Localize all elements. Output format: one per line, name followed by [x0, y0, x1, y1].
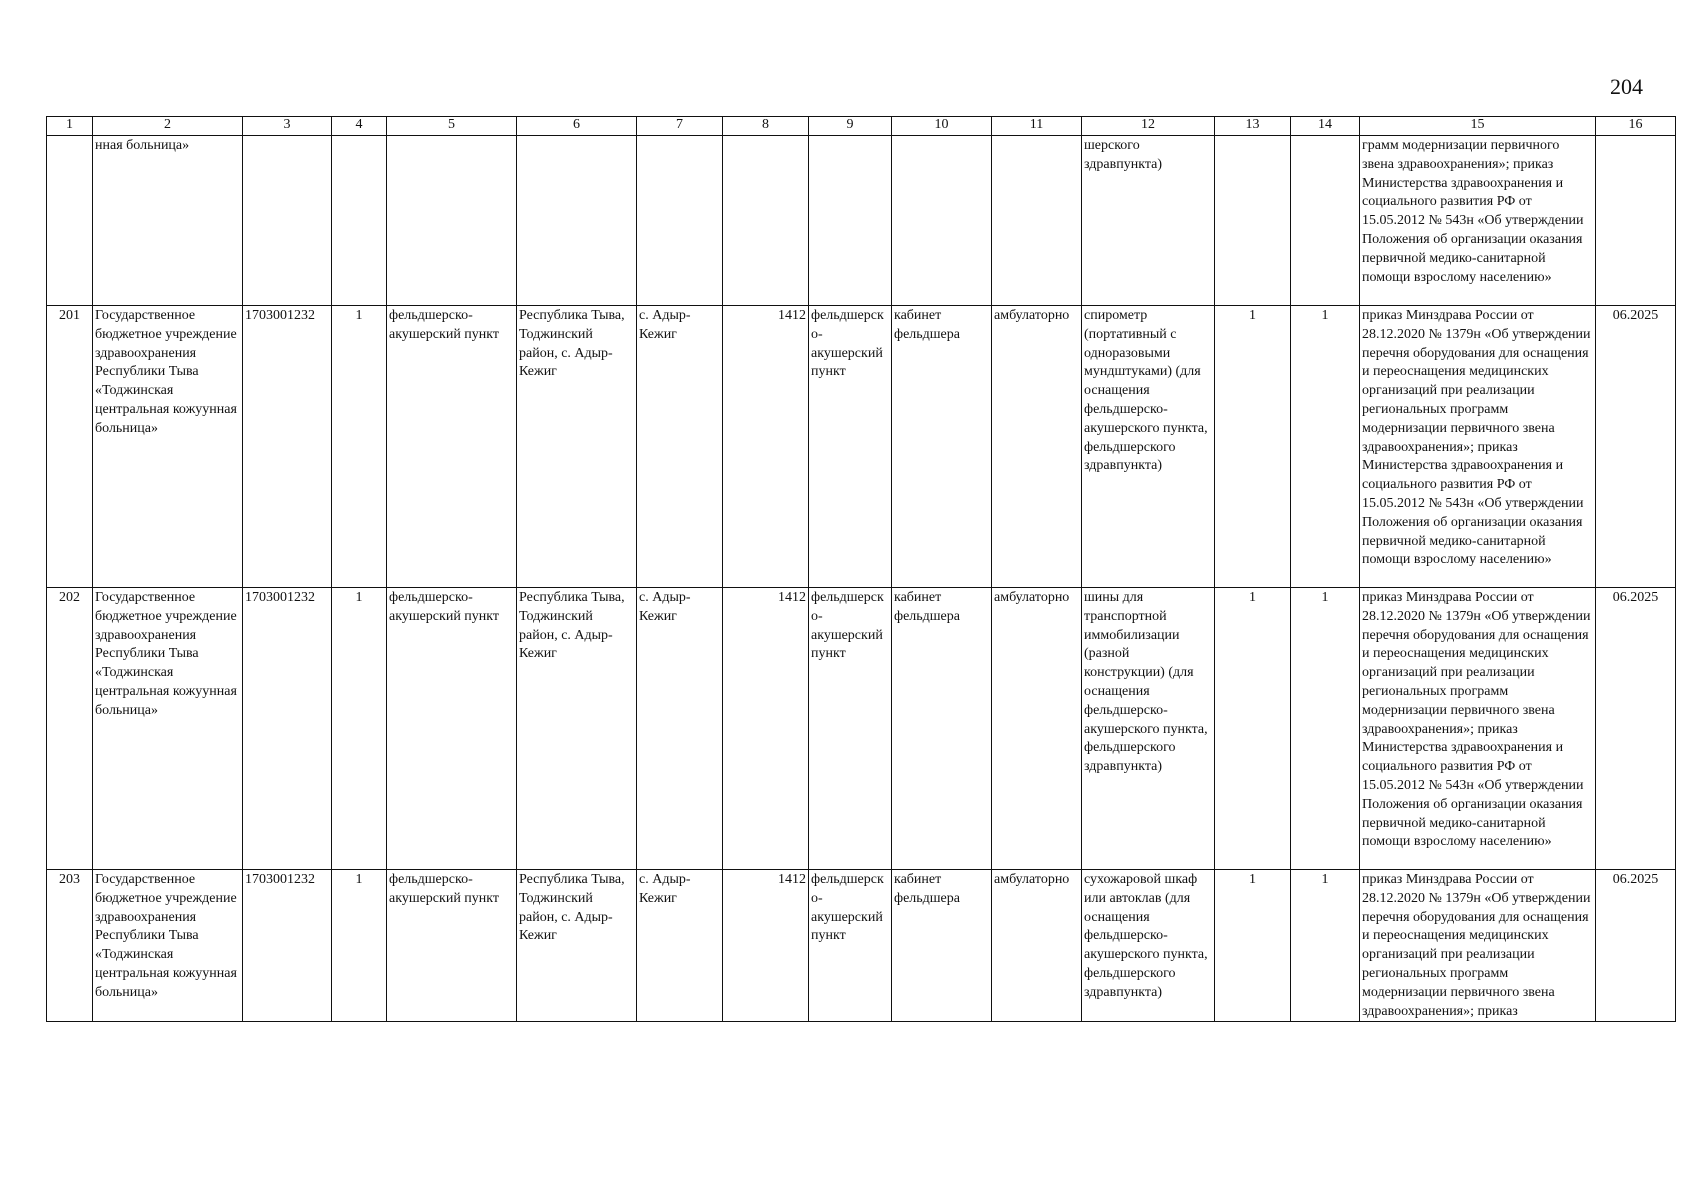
facility-type: фельдшерско-акушерский пункт [387, 870, 517, 1022]
organization-name: Государственное бюджетное учреждение здравоохранения Республики Тыва «Тоджинская центральная кожуунная больница» [93, 588, 243, 870]
equipment: спирометр (портативный с одноразовыми мундштуками) (для оснащения фельдшерско-акушерского пункта, фельдшерского здравпункта) [1082, 306, 1215, 588]
deadline: 06.2025 [1596, 306, 1676, 588]
table-row [47, 588, 1676, 870]
header-cell: 4 [332, 117, 387, 136]
address [517, 136, 637, 306]
address: Республика Тыва, Тоджинский район, с. Адыр-Кежиг [517, 306, 637, 588]
col-8: 1412 [723, 588, 809, 870]
header-cell: 9 [809, 117, 892, 136]
inn: 1703001232 [243, 870, 332, 1022]
organization-name: Государственное бюджетное учреждение здравоохранения Республики Тыва «Тоджинская центральная кожуунная больница» [93, 870, 243, 1022]
equipment: шерского здравпункта) [1082, 136, 1215, 306]
inn: 1703001232 [243, 306, 332, 588]
room [892, 136, 992, 306]
header-cell: 16 [1596, 117, 1676, 136]
col-4: 1 [332, 870, 387, 1022]
facility-type [387, 136, 517, 306]
col-8: 1412 [723, 870, 809, 1022]
row-number [47, 136, 93, 306]
quantity-2: 1 [1291, 588, 1360, 870]
address: Республика Тыва, Тоджинский район, с. Адыр-Кежиг [517, 870, 637, 1022]
room: кабинет фельдшера [892, 870, 992, 1022]
unit-type: фельдшерско-акушерский пункт [809, 306, 892, 588]
header-row [47, 117, 1676, 136]
header-cell: 7 [637, 117, 723, 136]
quantity-2: 1 [1291, 306, 1360, 588]
header-cell: 2 [93, 117, 243, 136]
quantity-2 [1291, 136, 1360, 306]
legal-basis: приказ Минздрава России от 28.12.2020 № 1379н «Об утверждении перечня оборудования для оснащения и переоснащения медицинских организаций при реализации региональных программ модернизации первичного звена здравоохранения»; приказ Министерства здравоохранения и социального развития РФ от 15.05.2012 № 543н «Об утверждении Положения об организации оказания первичной медико-санитарной помощи взрослому населению» [1360, 588, 1596, 870]
quantity [1215, 136, 1291, 306]
inn [243, 136, 332, 306]
header-cell: 5 [387, 117, 517, 136]
col-4: 1 [332, 588, 387, 870]
deadline [1596, 136, 1676, 306]
table-row [47, 306, 1676, 588]
row-number: 201 [47, 306, 93, 588]
legal-basis: грамм модернизации первичного звена здравоохранения»; приказ Министерства здравоохранения и социального развития РФ от 15.05.2012 № 543н «Об утверждении Положения об организации оказания первичной медико-санитарной помощи взрослому населению» [1360, 136, 1596, 306]
equipment: шины для транспортной иммобилизации (разной конструкции) (для оснащения фельдшерско-акушерского пункта, фельдшерского здравпункта) [1082, 588, 1215, 870]
quantity: 1 [1215, 588, 1291, 870]
header-cell: 13 [1215, 117, 1291, 136]
settlement: с. Адыр-Кежиг [637, 870, 723, 1022]
settlement: с. Адыр-Кежиг [637, 306, 723, 588]
header-cell: 8 [723, 117, 809, 136]
header-cell: 14 [1291, 117, 1360, 136]
equipment-table [46, 116, 1676, 1022]
address: Республика Тыва, Тоджинский район, с. Адыр-Кежиг [517, 588, 637, 870]
row-number: 202 [47, 588, 93, 870]
room: кабинет фельдшера [892, 306, 992, 588]
header-cell: 1 [47, 117, 93, 136]
col-8 [723, 136, 809, 306]
care-mode: амбулаторно [992, 588, 1082, 870]
header-cell: 12 [1082, 117, 1215, 136]
settlement [637, 136, 723, 306]
col-8: 1412 [723, 306, 809, 588]
settlement: с. Адыр-Кежиг [637, 588, 723, 870]
deadline: 06.2025 [1596, 870, 1676, 1022]
care-mode: амбулаторно [992, 870, 1082, 1022]
header-cell: 10 [892, 117, 992, 136]
organization-name: нная больница» [93, 136, 243, 306]
unit-type [809, 136, 892, 306]
care-mode [992, 136, 1082, 306]
header-cell: 11 [992, 117, 1082, 136]
room: кабинет фельдшера [892, 588, 992, 870]
header-cell: 3 [243, 117, 332, 136]
facility-type: фельдшерско-акушерский пункт [387, 306, 517, 588]
col-4 [332, 136, 387, 306]
row-number: 203 [47, 870, 93, 1022]
inn: 1703001232 [243, 588, 332, 870]
page-number: 204 [1610, 74, 1643, 99]
care-mode: амбулаторно [992, 306, 1082, 588]
equipment: сухожаровой шкаф или автоклав (для оснащения фельдшерско-акушерского пункта, фельдшерского здравпункта) [1082, 870, 1215, 1022]
facility-type: фельдшерско-акушерский пункт [387, 588, 517, 870]
header-cell: 6 [517, 117, 637, 136]
table-row [47, 136, 1676, 306]
legal-basis: приказ Минздрава России от 28.12.2020 № 1379н «Об утверждении перечня оборудования для оснащения и переоснащения медицинских организаций при реализации региональных программ модернизации первичного звена здравоохранения»; приказ Министерства здравоохранения и социального развития РФ от 15.05.2012 № 543н «Об утверждении Положения об организации оказания первичной медико-санитарной помощи взрослому населению» [1360, 306, 1596, 588]
quantity: 1 [1215, 870, 1291, 1022]
table-row [47, 870, 1676, 1022]
header-cell: 15 [1360, 117, 1596, 136]
quantity-2: 1 [1291, 870, 1360, 1022]
organization-name: Государственное бюджетное учреждение здравоохранения Республики Тыва «Тоджинская центральная кожуунная больница» [93, 306, 243, 588]
legal-basis: приказ Минздрава России от 28.12.2020 № 1379н «Об утверждении перечня оборудования для оснащения и переоснащения медицинских организаций при реализации региональных программ модернизации первичного звена здравоохранения»; приказ [1360, 870, 1596, 1022]
deadline: 06.2025 [1596, 588, 1676, 870]
quantity: 1 [1215, 306, 1291, 588]
col-4: 1 [332, 306, 387, 588]
unit-type: фельдшерско-акушерский пункт [809, 588, 892, 870]
unit-type: фельдшерско-акушерский пункт [809, 870, 892, 1022]
